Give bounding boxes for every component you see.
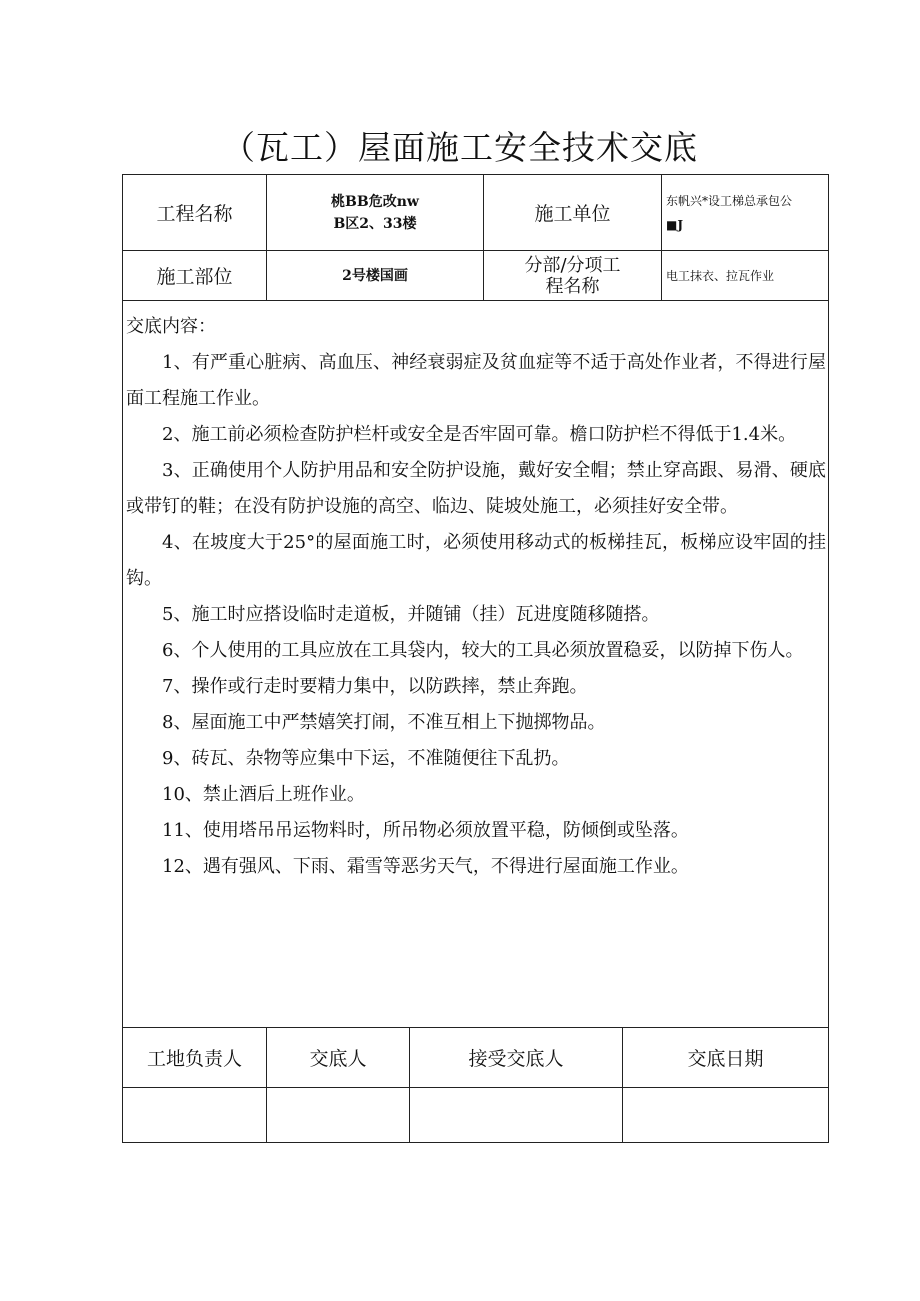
content-item-7: 7、操作或行走时要精力集中，以防跌摔，禁止奔跑。	[162, 676, 588, 697]
disclosure-table	[122, 174, 829, 1143]
project-name-label: 工程名称	[123, 175, 267, 251]
content-item-10: 10、禁止酒后上班作业。	[162, 784, 365, 805]
header-row-1	[123, 175, 829, 251]
content-item-11: 11、使用塔吊吊运物料时，所吊物必须放置平稳，防倾倒或坠落。	[162, 820, 689, 841]
sub-project-label-line2: 程名称	[545, 275, 600, 297]
document-title: （瓦工）屋面施工安全技术交底	[222, 128, 698, 167]
date-cell[interactable]	[623, 1088, 829, 1143]
signature-row	[123, 1088, 829, 1143]
discloser-signature-cell[interactable]	[267, 1088, 410, 1143]
construction-part-label: 施工部位	[123, 251, 267, 301]
site-manager-label: 工地负责人	[123, 1028, 267, 1088]
signature-header-row	[123, 1028, 829, 1088]
content-item-12: 12、遇有强风、下雨、霜雪等恶劣天气，不得进行屋面施工作业。	[162, 856, 689, 877]
header-row-2	[123, 251, 829, 301]
content-item-4: 4、在坡度大于25°的屋面施工时，必须使用移动式的板梯挂瓦，板梯应设牢固的挂钩。	[126, 532, 827, 589]
content-item-6: 6、个人使用的工具应放在工具袋内，较大的工具必须放置稳妥，以防掉下伤人。	[162, 640, 804, 661]
sub-project-label-line1: 分部/分项工	[524, 254, 621, 276]
content-item-5: 5、施工时应搭设临时走道板，并随铺（挂）瓦进度随移随搭。	[162, 604, 660, 625]
content-heading: 交底内容：	[126, 316, 216, 337]
sub-project-label	[484, 251, 662, 301]
recipient-signature-cell[interactable]	[410, 1088, 623, 1143]
sub-project-value: 电工抹衣、拉瓦作业	[662, 251, 829, 301]
content-item-9: 9、砖瓦、杂物等应集中下运，不准随便往下乱扔。	[162, 748, 570, 769]
construction-unit-label: 施工单位	[484, 175, 662, 251]
construction-part-value: 2号楼国画	[267, 251, 484, 301]
construction-unit-value-line1: 东帆兴*设工梯总承包公	[666, 193, 793, 208]
site-manager-signature-cell[interactable]	[123, 1088, 267, 1143]
construction-unit-value-line2: ■J	[666, 217, 684, 232]
discloser-label: 交底人	[267, 1028, 410, 1088]
project-name-value	[267, 175, 484, 251]
date-label: 交底日期	[623, 1028, 829, 1088]
project-name-value-line1: 桃BB危改nw	[331, 193, 419, 210]
content-item-3: 3、正确使用个人防护用品和安全防护设施，戴好安全帽；禁止穿高跟、易滑、硬底或带钉的鞋；在没有防护设施的高空、临边、陡坡处施工，必须挂好安全带。	[126, 460, 827, 517]
project-name-value-line2: B区2、33楼	[333, 215, 417, 232]
content-item-2: 2、施工前必须检查防护栏杆或安全是否牢固可靠。檐口防护栏不得低于1.4米。	[162, 424, 797, 445]
construction-unit-value	[662, 175, 829, 251]
content-row	[123, 301, 829, 1028]
content-item-1: 1、有严重心脏病、高血压、神经衰弱症及贫血症等不适于高处作业者，不得进行屋面工程施工作业。	[126, 352, 827, 409]
disclosure-content	[123, 301, 829, 1028]
content-item-8: 8、屋面施工中严禁嬉笑打闹，不准互相上下抛掷物品。	[162, 712, 606, 733]
recipient-label: 接受交底人	[410, 1028, 623, 1088]
